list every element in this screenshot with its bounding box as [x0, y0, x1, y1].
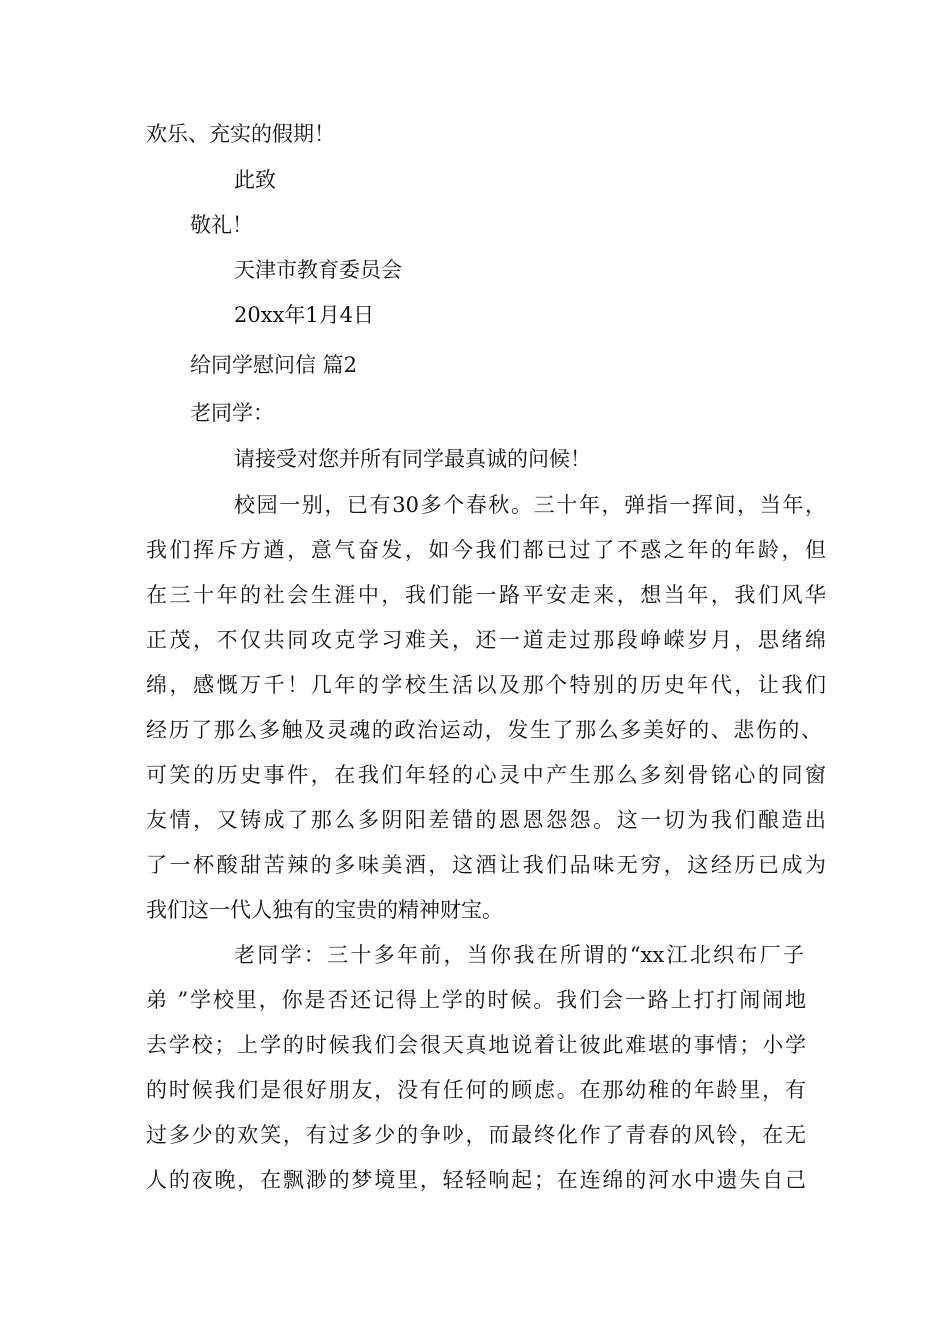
paragraph-line: 弟 ”学校里，你是否还记得上学的时候。我们会一路上打打闹闹地: [146, 988, 806, 1012]
paragraph-line: 友情，又铸成了那么多阴阳差错的恩恩怨怨。这一切为我们酿造出: [146, 808, 826, 832]
paragraph-line: 老同学：三十多年前，当你我在所谓的“xx江北织布厂子: [234, 943, 804, 967]
paragraph-line: 人的夜晚，在飘渺的梦境里，轻轻响起；在连绵的河水中遗失自己: [146, 1168, 806, 1192]
paragraph-line: 我们挥斥方遒，意气奋发，如今我们都已过了不惑之年的年龄，但: [146, 538, 826, 562]
paragraph-line: 正茂，不仅共同攻克学习难关，还一道走过那段峥嵘岁月，思绪绵: [146, 628, 826, 652]
paragraph-line: 可笑的历史事件，在我们年轻的心灵中产生那么多刻骨铭心的同窗: [146, 763, 826, 787]
text-line-salutation: 此致: [234, 168, 276, 192]
paragraph-line: 在三十年的社会生涯中，我们能一路平安走来，想当年，我们风华: [146, 583, 826, 607]
letter-opening: 请接受对您并所有同学最真诚的问候！: [234, 447, 591, 471]
signature-date: 20xx年1月4日: [234, 303, 375, 327]
paragraph-line: 去学校；上学的时候我们会很天真地说着让彼此难堪的事情；小学: [146, 1033, 806, 1057]
signature-organization: 天津市教育委员会: [234, 258, 402, 282]
paragraph-line: 绵，感慨万千！几年的学校生活以及那个特别的历史年代，让我们: [146, 673, 826, 697]
paragraph-line: 我们这一代人独有的宝贵的精神财宝。: [146, 898, 503, 922]
paragraph-line: 校园一别，已有30多个春秋。三十年，弹指一挥间，当年，: [234, 493, 826, 517]
paragraph-line: 的时候我们是很好朋友，没有任何的顾虑。在那幼稚的年龄里，有: [146, 1078, 806, 1102]
paragraph-line: 经历了那么多触及灵魂的政治运动，发生了那么多美好的、悲伤的、: [146, 718, 822, 742]
paragraph-line: 过多少的欢笑，有过多少的争吵，而最终化作了青春的风铃，在无: [146, 1123, 806, 1147]
text-line-regards: 敬礼！: [190, 213, 253, 237]
section-heading: 给同学慰问信 篇2: [190, 353, 358, 377]
letter-greeting: 老同学：: [190, 401, 274, 425]
paragraph-line: 了一杯酸甜苦辣的多味美酒，这酒让我们品味无穷，这经历已成为: [146, 853, 826, 877]
text-line-holiday: 欢乐、充实的假期！: [146, 122, 335, 146]
